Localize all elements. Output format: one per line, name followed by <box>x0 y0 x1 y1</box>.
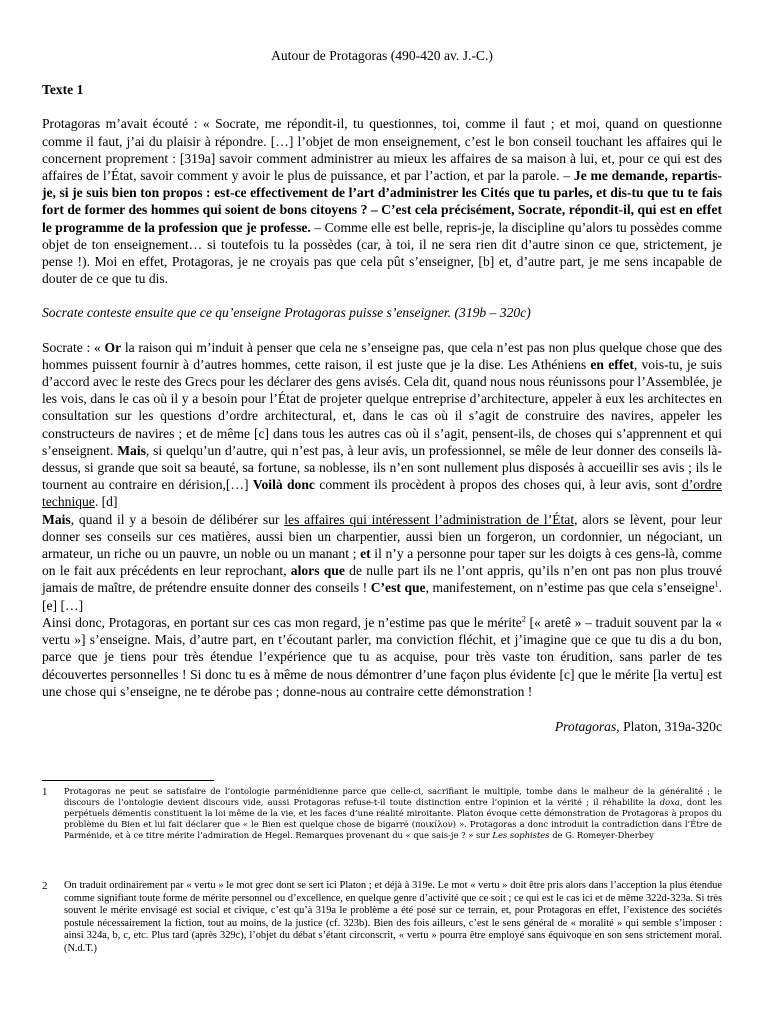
source-work: Protagoras <box>554 718 617 734</box>
p2-b3: Mais <box>117 442 146 458</box>
paragraph-protagoras-reply <box>42 115 722 287</box>
p3-s1: , quand il y a besoin de délibérer sur <box>70 511 285 527</box>
p3-b3: alors que <box>290 563 345 579</box>
p3-s2: alors se lèvent, pour leur donner ses conseils sur ces matières, aussi bien un charpentier, aussi bien un forgeron, un cordonnier, un négociant, un armateur, un riche ou un pauvre, un noble ou un manant ; <box>42 511 722 562</box>
main-text <box>42 47 722 735</box>
footnote-1 <box>42 786 722 841</box>
section-intro: Socrate conteste ensuite que ce qu’enseigne Protagoras puisse s’enseigner. (319b – 320c) <box>42 305 531 321</box>
fn1-doxa: doxa <box>659 797 680 808</box>
footnote-ref-1[interactable]: 1 <box>714 579 719 589</box>
p3-s3: il n’y a personne pour taper sur les doigts à ces gens-là, comme on le fait aux précédents en leur reprochant, <box>42 546 722 579</box>
p2-s5: comment ils procèdent à propos des choses qui, à leur avis, sont <box>314 477 682 493</box>
footnote-ref-2[interactable]: 2 <box>521 614 526 624</box>
footnote-1-number: 1 <box>42 786 48 798</box>
text-label: Texte 1 <box>42 82 84 98</box>
paragraph-socrates-3 <box>42 614 722 700</box>
fn1-c: de G. Romeyer-Dherbey <box>549 830 654 841</box>
source-citation <box>42 718 722 735</box>
footnote-2-text: On traduit ordinairement par « vertu » le mot grec dont se sert ici Platon ; et déjà à 319e. Le mot « vertu » doit être pris alors dans l’acception la plus étendue comme signifiant toute forme de mérite personnel ou d’excellence, en quelque genre d’activité que ce soit ; ce qui est le cas ici et de même 322d-323a. Si très souvent le mérite envisagé est social et civique, c’est qu’à 319a le problème a été posé sur ce terrain, et, pour Protagoras en effet, l’existence des sociétés postule nécessairement la fiction, tout au moins, de la justice (cf. 323b). Bien des fois ailleurs, c’est le sens général de « moralité » qui semble s’imposer : ainsi 324a, b, c, etc. Plus tard (après 329c), l’objet du débat s’étant circonscrit, « vertu » pourra être employé sans équivoque en son sens strictement moral. (N.d.T.) <box>64 880 722 954</box>
fn1-b: , dont les perpétuels démentis constituent la loi même de la vie, et les faces d’une réalité miroitante. Platon évoque cette démonstration de Protagoras à propos du problème du Bien et lui fait déclarer que « le Bien est quelque chose de bigarré (ποικίλον) ». Protagoras a donc introduit la contradiction dans l’Être de Parménide, et à ce titre mérite l’admiration de Hegel. Remarques provenant du « que sais-je ? » sur <box>64 797 722 841</box>
p2-s3: , vois-tu, je suis d’accord avec le reste des Grecs pour les déclarer des gens avisés. Cela dit, quand nous nous réunissons pour l’Assemblée, je les vois, dans le cas où il y a besoin pour l’État de projeter quelque entreprise d’architecture, appeler à eux les architectes en consultation sur les questions d’ordre architectural, et, dans le cas où il s’agit de construire des navires, appeler les constructeurs de navires ; et de même [c] dans tous les autres cas où il s’agit, pensent-ils, de choses qui s’apprennent et qui s’enseignent. <box>42 356 722 458</box>
p2-s1: Socrate : « <box>42 339 105 355</box>
footnote-2-number: 2 <box>42 880 48 892</box>
p1-bold-question: Je me demande, repartis-je, si je suis bien ton propos : est-ce effectivement de l’art d’administrer les Cités que tu parles, et dis-tu que tu te fais fort de former des hommes qui soient de bons citoyens ? – C’est cela précisément, Socrate, répondit-il, qui est en effet le programme de la profession que je professe. <box>42 168 722 235</box>
fn1-a: Protagoras ne peut se satisfaire de l’ontologie parménidienne parce que celle-ci, sacrifiant le multiple, tombe dans le malheur de la généralité ; le discours de l’ontologie devient discours vide, aussi Protagoras refuse-t-il toute distinction entre l’opinion et la vérité ; il réhabilite la <box>64 786 722 808</box>
p2-s4: , si quelqu’un d’autre, qui n’est pas, à leur avis, un professionnel, se mêle de leur donner des conseils là-dessus, si grande que soit sa beauté, sa fortune, sa noblesse, ils n’en sont nullement plus disposés à accueillir ses avis ; ils le tournent au contraire en dérision,[…] <box>42 442 722 493</box>
p1-text-a: Protagoras m’avait écouté : « Socrate, me répondit-il, tu questionnes, toi, comme il faut ; et moi, quand on questionne comme il faut, j’ai du plaisir à répondre. […] l’objet de mon enseignement, c’est le bon conseil touchant les affaires qui le concernent proprement : [319a] savoir comment administrer au mieux les affaires de sa maison à lui, et, pour ce qui est des affaires de l’État, savoir comment y avoir le plus de puissance, et par l’action, et par la parole. – <box>42 116 722 184</box>
page-title: Autour de Protagoras (490-420 av. J.-C.) <box>271 48 493 63</box>
p3-b1: Mais <box>42 511 71 527</box>
p3-b4: C’est que <box>370 580 426 596</box>
p2-b4: Voilà donc <box>252 477 315 493</box>
footnote-separator <box>42 780 214 781</box>
source-rest: , Platon, 319a-320c <box>616 718 722 734</box>
p2-underlined: d’ordre technique <box>42 477 722 510</box>
footnote-2 <box>42 880 722 956</box>
p4-s1: Ainsi donc, Protagoras, en portant sur ces cas mon regard, je n’estime pas que le mérite <box>42 614 522 630</box>
p3-s5: , manifestement, on n’estime pas que cela s’enseigne <box>425 580 715 596</box>
fn1-book: Les sophistes <box>492 830 550 841</box>
p4-s2: [« aretê » – traduit souvent par la « vertu »] s’enseigne. Mais, d’autre part, en t’écoutant parler, ma conviction fléchit, et j’imagine que ce que tu dis a du bon, parce que je tiens pour très étendue l’expérience que tu as acquise, pour très vaste ton érudition, sans parler de tes découvertes personnelles ! Si donc tu es à même de nous démontrer d’une façon plus évidente [c] que le mérite [la vertu] est une chose qui s’enseigne, ne te dérobe pas ; donne-nous au contraire cette démonstration ! <box>42 614 722 699</box>
p3-underlined: les affaires qui intéressent l’administration de l’État, <box>284 511 578 527</box>
footnote-1-text <box>64 786 722 841</box>
p3-s6: . [e] […] <box>42 580 723 613</box>
p2-s6: . [d] <box>94 494 118 510</box>
p3-s4: de nulle part ils ne l’ont appris, qu’ils n’en ont pas non plus trouvé jamais de maître, de prétendre ensuite donner des conseils ! <box>42 563 722 596</box>
p3-b2: et <box>360 546 371 562</box>
p2-s2: la raison qui m’induit à penser que cela ne s’enseigne pas, que cela n’est pas non plus quelque chose que des hommes puissent fournir à d’autres hommes, cette raison, il est juste que je la dise. Les Athéniens <box>42 339 722 372</box>
paragraph-socrates-2 <box>42 511 722 614</box>
p2-b2: en effet <box>590 356 634 372</box>
p2-b1: Or <box>104 339 122 355</box>
paragraph-socrates-1 <box>42 339 722 511</box>
p1-text-c: – Comme elle est belle, repris-je, la discipline qu’alors tu possèdes comme objet de ton enseignement… si toutefois tu la possèdes (car, à toi, il ne sera rien dit d’autre sinon ce que, strictement, je pense !). Moi en effet, Protagoras, je ne croyais pas que cela pût s’enseigner, [b] et, d’autre part, je me sens incapable de douter de ce que tu dis. <box>42 219 722 287</box>
